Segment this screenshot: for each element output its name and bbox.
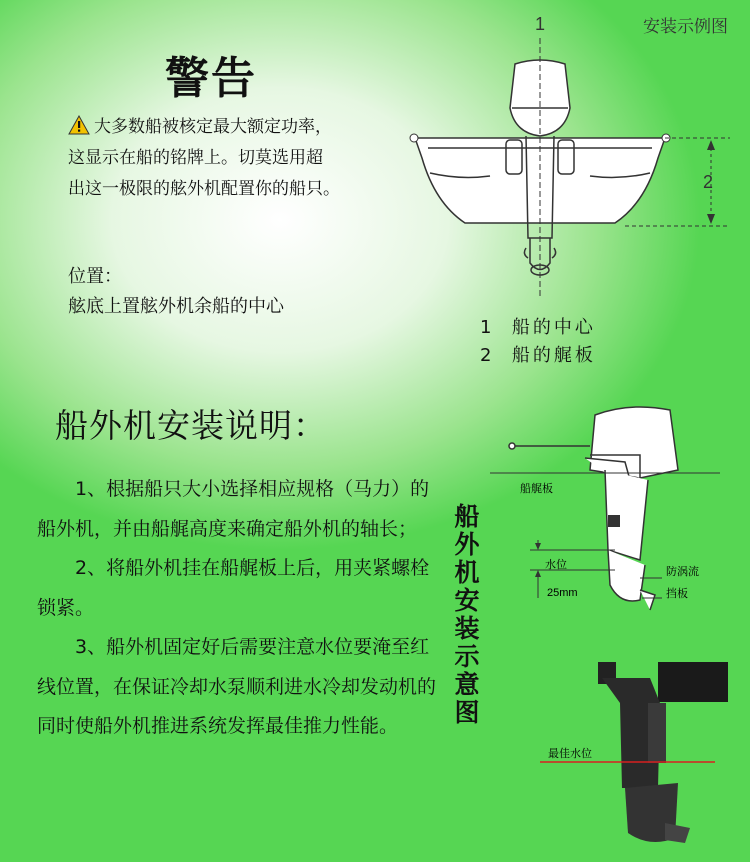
vertical-diagram-title: 船外机安装示意图 bbox=[454, 502, 480, 727]
warning-text bbox=[68, 112, 398, 205]
installation-title: 船外机安装说明： bbox=[55, 406, 327, 445]
example-diagram-label: 安装示例图 bbox=[643, 17, 728, 37]
depth-label: 25mm bbox=[547, 587, 578, 599]
warning-line-3: 出这一极限的舷外机配置你的船只。 bbox=[68, 179, 340, 199]
warning-title: 警告 bbox=[165, 53, 257, 104]
legend-item-1: 1 船的中心 bbox=[480, 317, 596, 338]
marker-1: 1 bbox=[534, 14, 546, 34]
warning-icon bbox=[68, 115, 90, 135]
boat-top-view-diagram bbox=[400, 8, 740, 308]
diagram-legend bbox=[480, 314, 596, 370]
legend-item-2: 2 船的艉板 bbox=[480, 345, 596, 366]
position-label: 位置： bbox=[68, 266, 122, 287]
plate-label: 挡板 bbox=[666, 588, 688, 600]
water-level-label: 水位 bbox=[545, 559, 567, 571]
outboard-photo bbox=[540, 658, 745, 858]
installation-steps bbox=[37, 470, 437, 747]
marker-2: 2 bbox=[703, 172, 714, 192]
transom-label: 船艉板 bbox=[520, 483, 553, 495]
anti-vortex-label: 防涡流 bbox=[666, 566, 699, 578]
step-3: 3、船外机固定好后需要注意水位要淹至红线位置，在保证冷却水泵顺利进水冷却发动机的同时使船外机推进系统发挥最佳推力性能。 bbox=[37, 636, 437, 737]
warning-line-2: 这显示在船的铭牌上。切莫选用超 bbox=[68, 148, 323, 168]
step-1: 1、根据船只大小选择相应规格（马力）的船外机，并由船艉高度来确定船外机的轴长； bbox=[37, 478, 430, 540]
position-text: 舷底上置舷外机余船的中心 bbox=[68, 296, 284, 317]
best-water-label: 最佳水位 bbox=[548, 748, 592, 760]
outboard-side-diagram bbox=[490, 400, 720, 640]
step-2: 2、将船外机挂在船艉板上后，用夹紧螺栓锁紧。 bbox=[37, 557, 430, 619]
warning-line-1: 大多数船被核定最大额定功率， bbox=[68, 112, 398, 143]
